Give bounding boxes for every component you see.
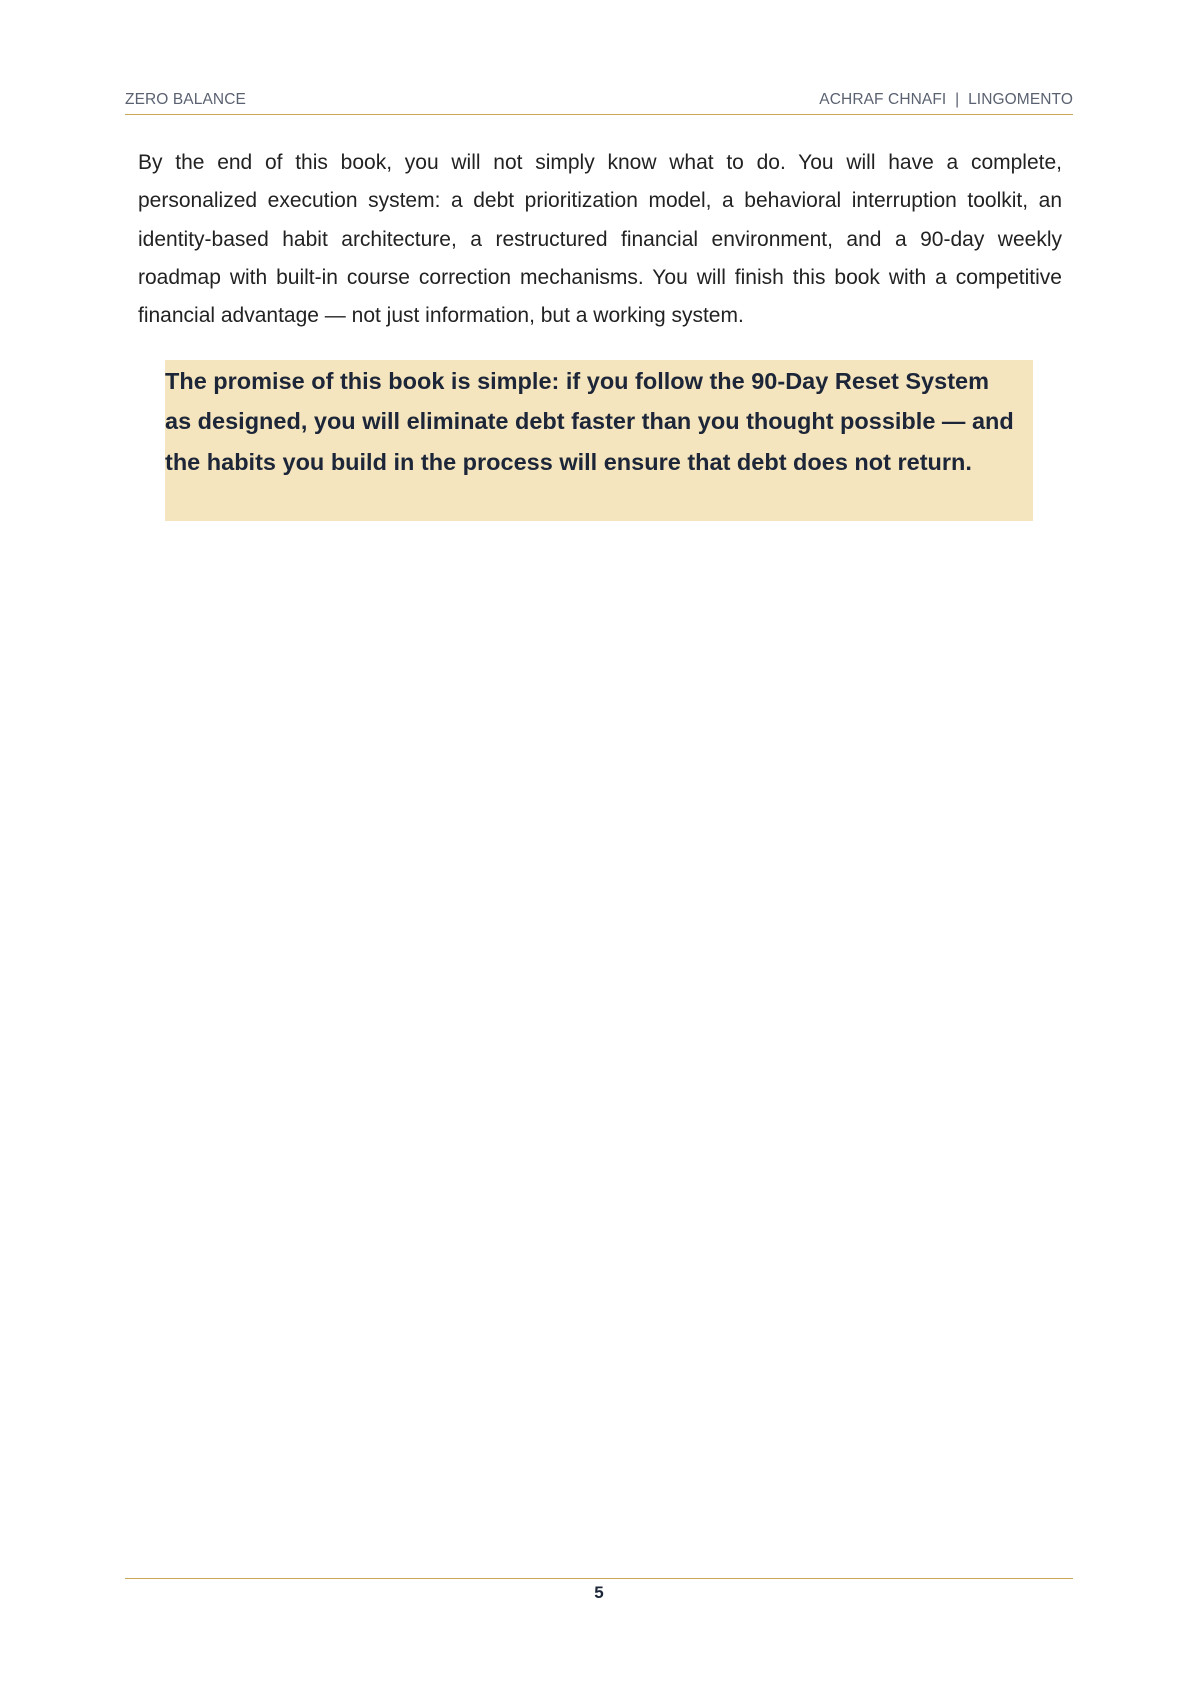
header-author-publisher: ACHRAF CHNAFI | LINGOMENTO: [819, 91, 1073, 108]
highlighted-callout: [165, 360, 1033, 521]
callout-text: The promise of this book is simple: if you follow the 90-Day Reset System as designed, you will eliminate debt faster than you thought possible — and the habits you build in the process will ensure that debt does not return.: [165, 368, 1014, 475]
header-book-title: ZERO BALANCE: [125, 91, 246, 108]
body-paragraph: By the end of this book, you will not simply know what to do. You will have a complete, personalized execution system: a debt prioritization model, a behavioral interruption toolkit, an identity-based habit architecture, a restructured financial environment, and a 90-day weekly roadmap with built-in course correction mechanisms. You will finish this book with a competitive financial advantage — not just information, but a working system.: [138, 151, 1062, 328]
page-number: 5: [594, 1583, 604, 1602]
running-header: [125, 90, 1073, 115]
running-footer: [125, 1578, 1073, 1603]
